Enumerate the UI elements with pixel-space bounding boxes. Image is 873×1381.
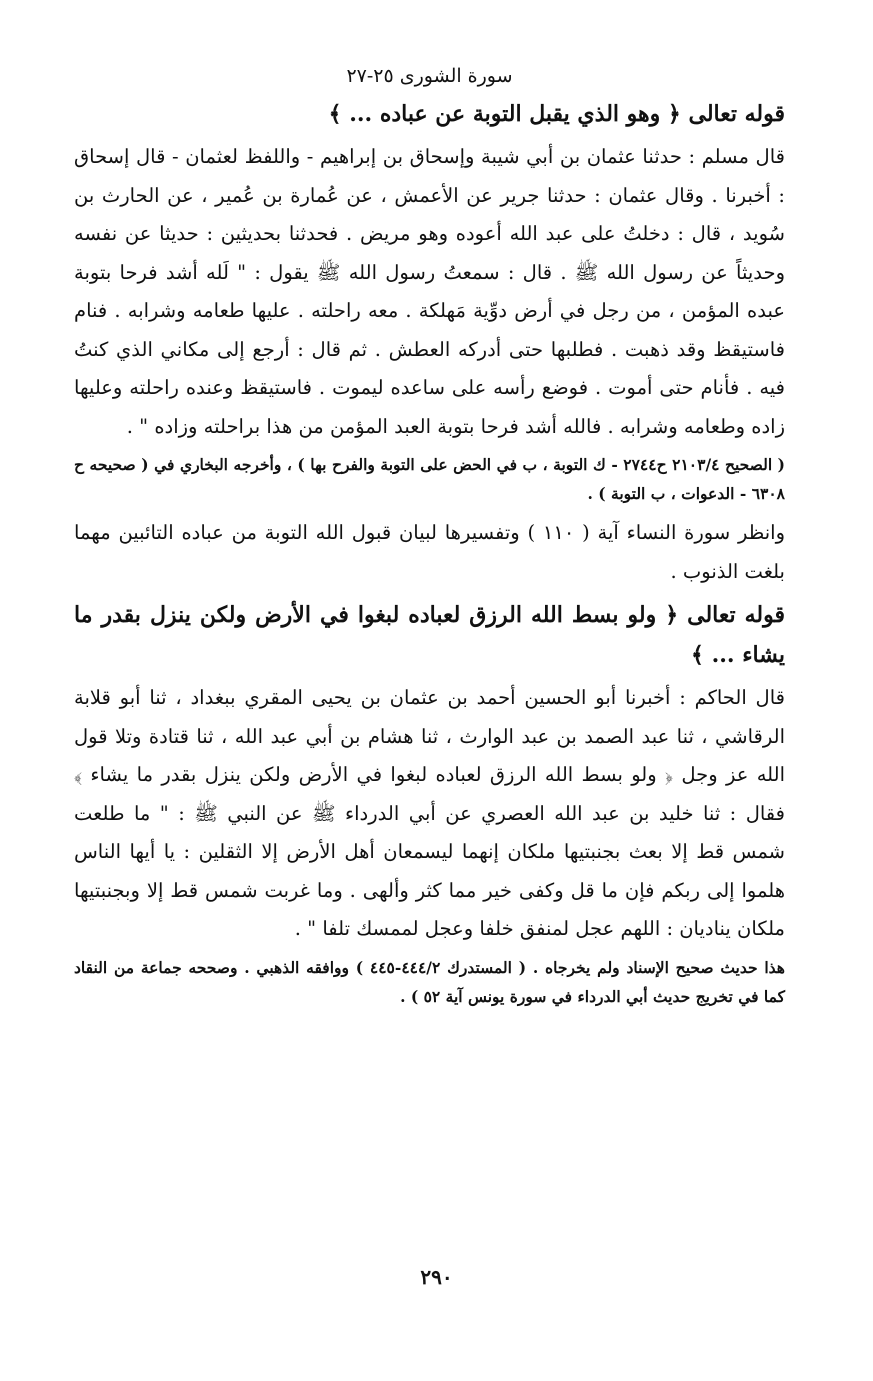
section-1-heading: قوله تعالى ﴿ وهو الذي يقبل التوبة عن عباده ... ﴾ [328, 101, 785, 127]
page-number: ٢٩٠ [420, 1265, 453, 1289]
section-1-see-also: وانظر سورة النساء آية ( ١١٠ ) وتفسيرها لبيان قبول الله التوبة من عباده التائبين مهما بلغت الذنوب . [74, 521, 785, 583]
section-1-footnote: ( الصحيح ٢١٠٣/٤ ح٢٧٤٤ - ك التوبة ، ب في الحض على التوبة والفرح بها ) ، وأخرجه البخاري في ( صحيحه ح ٦٣٠٨ - الدعوات ، ب التوبة ) . [74, 455, 785, 503]
section-1 [74, 94, 785, 591]
section-2-heading: قوله تعالى ﴿ ولو بسط الله الرزق لعباده لبغوا في الأرض ولكن ينزل بقدر ما يشاء ... ﴾ [74, 602, 785, 668]
section-2-footnote: هذا حديث صحيح الإسناد ولم يخرجاه . ( المستدرك ٤٤٤/٢-٤٤٥ ) ووافقه الذهبي . وصححه جماعة من النقاد كما في تخريج حديث أبي الدرداء في سورة يونس آية ٥٢ ) . [74, 957, 785, 1006]
section-2 [74, 595, 785, 1011]
running-head: سورة الشورى ٢٥-٢٧ [346, 65, 513, 87]
section-2-paragraph: قال الحاكم : أخبرنا أبو الحسين أحمد بن عثمان بن يحيى المقري ببغداد ، ثنا أبو قلابة الرقاشي ، ثنا عبد الصمد بن عبد الوارث ، ثنا هشام بن أبي عبد الله ، ثنا قتادة وتلا قول الله عز وجل ﴿ ولو بسط الله الرزق لعباده لبغوا في الأرض ولكن ينزل بقدر ما يشاء ﴾ فقال : ثنا خليد بن عبد الله العصري عن أبي الدرداء ﷺ عن النبي ﷺ : " ما طلعت شمس قط إلا بعث بجنبتيها ملكان إنهما ليسمعان أهل الأرض إلا الثقلين : يا أيها الناس هلموا إلى ربكم فإن ما قل وكفى خير مما كثر وألهى . وما غربت شمس قط إلا وبجنبتيها ملكان يناديان : اللهم عجل لمنفق خلفا وعجل لممسك تلفا " . [74, 686, 785, 940]
section-1-paragraph: قال مسلم : حدثنا عثمان بن أبي شيبة وإسحاق بن إبراهيم - واللفظ لعثمان - قال إسحاق : أخبرنا . وقال عثمان : حدثنا جرير عن الأعمش ، عن عُمارة بن عُمير ، عن الحارث بن سُويد ، قال : دخلتُ على عبد الله أعوده وهو مريض . فحدثنا بحديثين : حديثا عن نفسه وحديثاً عن رسول الله ﷺ . قال : سمعتُ رسول الله ﷺ يقول : " لَله أشد فرحا بتوبة عبده المؤمن ، من رجل في أرض دوِّية مَهلكة . معه راحلته . عليها طعامه وشرابه . فنام فاستيقظ وقد ذهبت . فطلبها حتى أدركه العطش . ثم قال : أرجع إلى مكاني الذي كنتُ فيه . فأنام حتى أموت . فوضع رأسه على ساعده ليموت . فاستيقظ وعنده راحلته وعليها زاده وطعامه وشرابه . فالله أشد فرحا بتوبة العبد المؤمن من هذا براحلته وزاده " . [74, 145, 785, 438]
